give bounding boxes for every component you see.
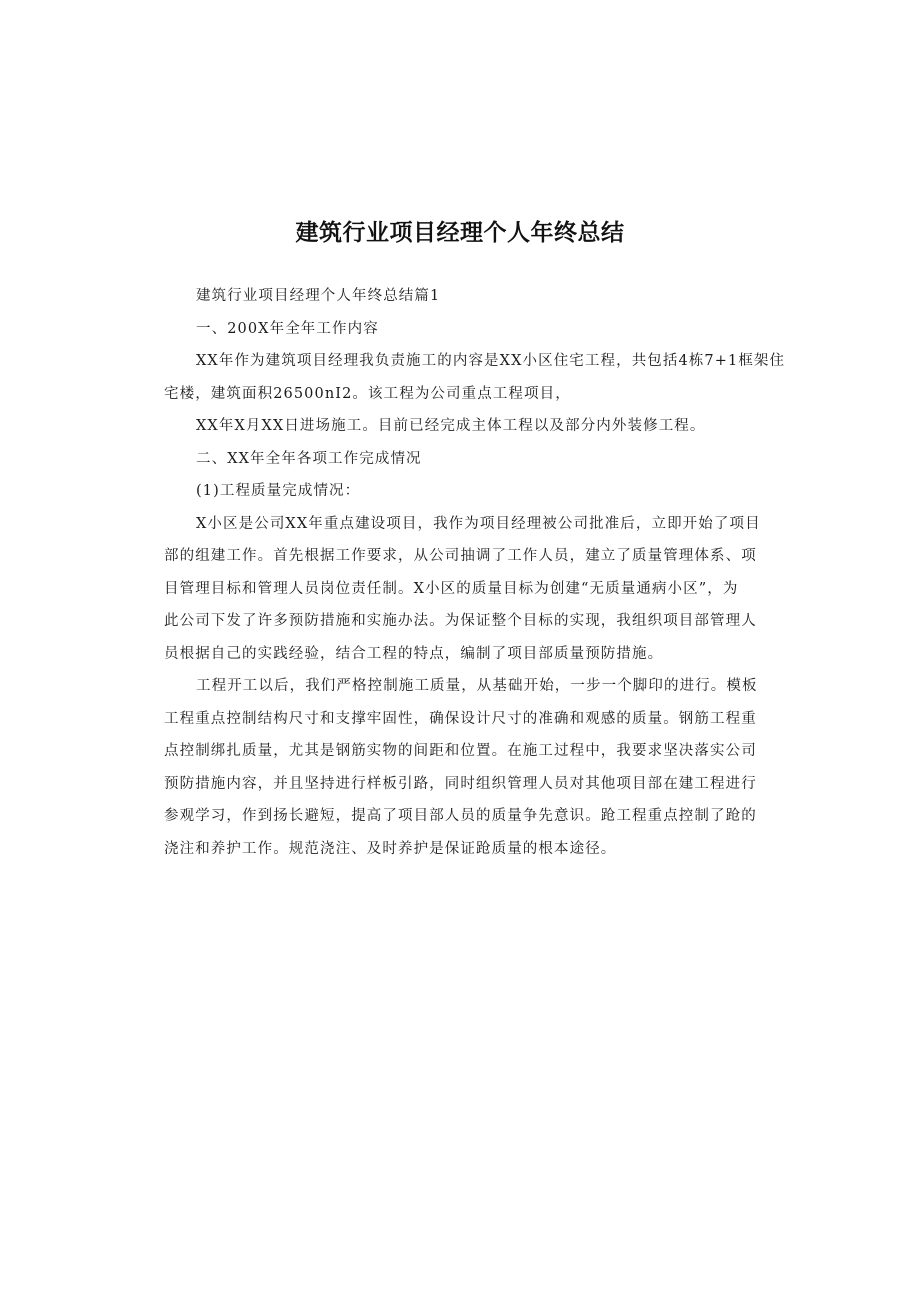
paragraph-line: 目管理目标和管理人员岗位责任制。X小区的质量目标为创建“无质量通病小区”，为: [164, 580, 739, 597]
paragraph-line: 此公司下发了许多预防措施和实施办法。为保证整个目标的实现，我组织项目部管理人: [164, 613, 757, 629]
paragraph-line: X小区是公司XX年重点建设项目，我作为项目经理被公司批准后，立即开始了项目: [196, 515, 761, 532]
document-title: 建筑行业项目经理个人年终总结: [295, 220, 625, 246]
paragraph-line: 参观学习，作到扬长避短，提高了项目部人员的质量争先意识。跄工程重点控制了跄的: [164, 808, 757, 824]
paragraph-line: 部的组建工作。首先根据工作要求，从公司抽调了工作人员，建立了质量管理体系、项: [164, 548, 757, 564]
section-heading-article: 建筑行业项目经理个人年终总结篇1: [196, 288, 441, 304]
paragraph-line: XX年X月XX日进场施工。目前已经完成主体工程以及部分内外装修工程。: [196, 418, 706, 434]
subsection-heading: (1)工程质量完成情况：: [196, 483, 361, 499]
section-heading-1: 一、200X年全年工作内容: [196, 320, 379, 337]
paragraph-line: 宅楼，建筑面积26500nI2。该工程为公司重点工程项目，: [164, 385, 571, 402]
paragraph-line: 工程开工以后，我们严格控制施工质量，从基础开始，一步一个脚印的进行。模板: [196, 678, 758, 694]
paragraph-line: 预防措施内容，并且坚持进行样板引路，同时组织管理人员对其他项目部在建工程进行: [164, 775, 757, 792]
paragraph-line: XX年作为建筑项目经理我负责施工的内容是XX小区住宅工程，共包括4栋7+1框架住: [196, 353, 786, 369]
paragraph-line: 员根据自己的实践经验，结合工程的特点，编制了项目部质量预防措施。: [164, 645, 664, 662]
paragraph-line: 浇注和养护工作。规范浇注、及时养护是保证跄质量的根本途径。: [164, 840, 617, 857]
document-body: [164, 280, 786, 865]
section-heading-2: 二、XX年全年各项工作完成情况: [196, 450, 422, 467]
paragraph-line: 工程重点控制结构尺寸和支撑牢固性，确保设计尺寸的准确和观感的质量。钢筋工程重: [164, 710, 757, 727]
paragraph-line: 点控制绑扎质量，尤其是钢筋实物的间距和位置。在施工过程中，我要求坚决落实公司: [164, 743, 757, 759]
